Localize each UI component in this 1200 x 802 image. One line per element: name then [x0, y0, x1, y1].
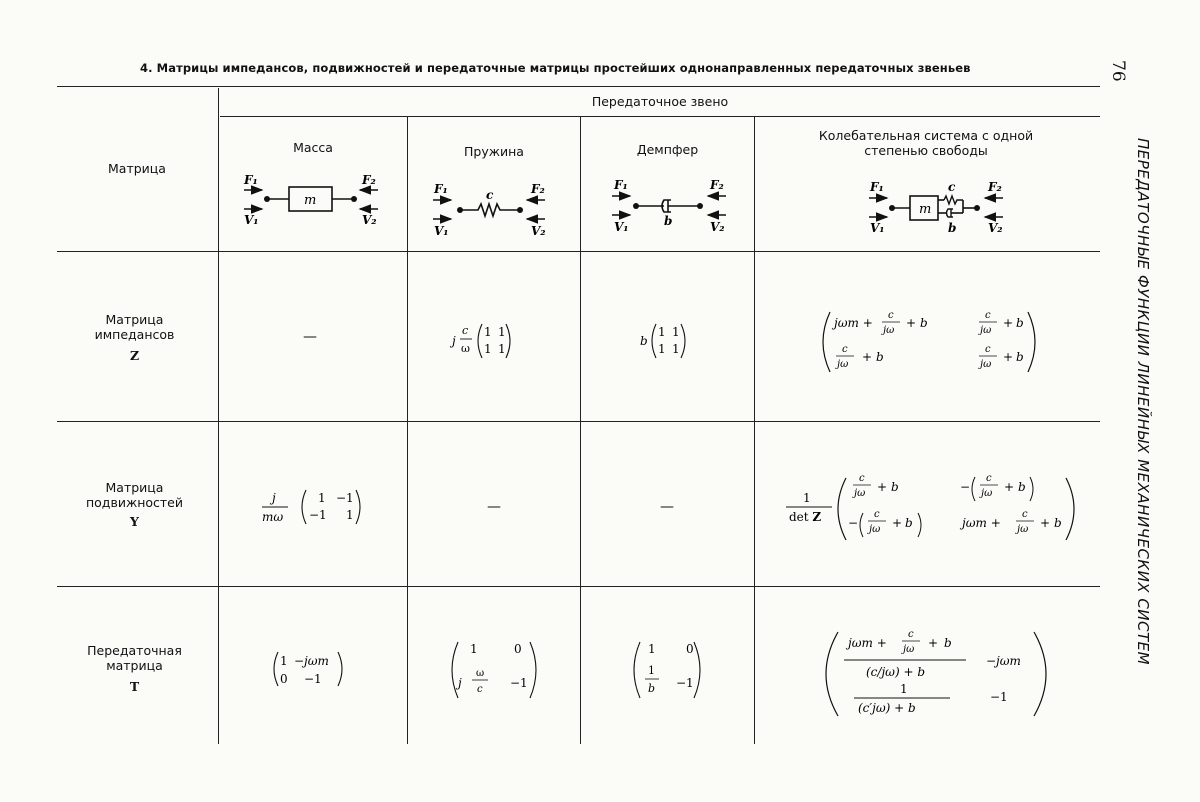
stub-column-rule [218, 88, 219, 744]
spring-c-label: c [486, 188, 494, 202]
svg-text:−1: −1 [336, 491, 354, 505]
svg-text:b: b [1018, 480, 1026, 494]
svg-text:1: 1 [498, 342, 506, 356]
column-rule-2 [580, 117, 581, 744]
svg-text:1: 1 [803, 491, 811, 505]
svg-text:jω: jω [854, 488, 866, 499]
row-label-transfer [62, 643, 207, 694]
svg-text:−1: −1 [990, 690, 1008, 704]
svg-text:(c′jω) + b: (c′jω) + b [858, 701, 916, 715]
svg-text:1: 1 [900, 682, 908, 696]
svg-text:c: c [985, 344, 991, 355]
mass-v2-label: V₂ [362, 213, 377, 227]
formula-mobility-mass [262, 490, 360, 524]
damper-v2-label: V₂ [710, 220, 725, 234]
table-caption: 4. Матрицы импедансов, подвижностей и передаточные матрицы простейших однонаправленных передаточных звеньев [140, 61, 971, 75]
svg-text:c: c [908, 629, 914, 640]
svg-text:jω: jω [980, 359, 992, 370]
svg-text:jω: jω [980, 325, 992, 336]
formula-transfer-spring [452, 642, 536, 698]
svg-text:b: b [944, 636, 952, 650]
row-label-transfer-text: Передаточная матрица [87, 643, 182, 673]
svg-text:b: b [891, 480, 899, 494]
osc-c-label: c [948, 180, 956, 194]
row-symbol-transfer: T [129, 679, 140, 694]
mass-v1-label: V₁ [244, 213, 259, 227]
row-label-impedance-text: Матрица импедансов [94, 312, 175, 342]
running-head: ПЕРЕДАТОЧНЫЕ ФУНКЦИИ ЛИНЕЙНЫХ МЕХАНИЧЕСКИХ СИСТЕМ [1134, 138, 1152, 666]
row-label-impedance [62, 312, 207, 363]
svg-text:jω: jω [869, 524, 881, 535]
svg-text:+: + [1003, 350, 1014, 364]
svg-text:+: + [862, 350, 873, 364]
mass-diagram [243, 173, 378, 227]
svg-text:b: b [1016, 316, 1024, 330]
svg-text:jω: jω [837, 359, 849, 370]
formula-transfer-mass [274, 652, 342, 686]
svg-text:−: − [848, 516, 859, 530]
svg-text:−1: −1 [510, 676, 528, 690]
svg-text:b: b [920, 316, 928, 330]
svg-text:1: 1 [672, 325, 680, 339]
column-header-damper: Демпфер [636, 142, 699, 157]
svg-text:1: 1 [346, 508, 354, 522]
svg-text:c: c [985, 310, 991, 321]
osc-f1-label: F₁ [870, 180, 884, 194]
svg-text:+: + [1004, 480, 1015, 494]
svg-text:1: 1 [672, 342, 680, 356]
svg-text:1: 1 [658, 342, 666, 356]
row-label-mobility-text: Матрица подвижностей [85, 480, 183, 510]
svg-text:1: 1 [280, 654, 288, 668]
svg-text:−: − [960, 480, 971, 494]
oscillator-diagram [869, 180, 1003, 235]
svg-text:c: c [477, 684, 483, 695]
column-header-mass: Масса [293, 140, 333, 155]
svg-text:c: c [874, 509, 880, 520]
svg-text:0: 0 [280, 672, 288, 686]
damper-b-label: b [664, 214, 673, 228]
svg-text:j: j [272, 491, 276, 505]
svg-text:det Z: det Z [789, 510, 822, 524]
damper-f1-label: F₁ [614, 178, 628, 192]
column-header-spring: Пружина [464, 144, 524, 159]
svg-text:0: 0 [514, 642, 522, 656]
spring-v2-label: V₂ [531, 224, 546, 238]
svg-text:c: c [462, 324, 469, 337]
svg-text:ω: ω [461, 342, 470, 355]
svg-text:+: + [1003, 316, 1014, 330]
svg-text:1: 1 [484, 342, 492, 356]
svg-text:1: 1 [484, 325, 492, 339]
cell-mobility-spring: — [487, 499, 501, 515]
svg-text:ω: ω [476, 668, 485, 679]
osc-m-label: m [919, 202, 932, 217]
page-number: 76 [1108, 60, 1128, 82]
column-rule-1 [407, 117, 408, 744]
svg-text:b: b [876, 350, 884, 364]
spring-diagram [433, 182, 546, 238]
svg-text:mω: mω [262, 510, 284, 524]
table-top-rule [57, 86, 1100, 87]
spring-f1-label: F₁ [434, 182, 448, 196]
row-label-mobility [62, 480, 207, 529]
cell-mobility-damper: — [660, 499, 674, 515]
svg-text:b: b [1054, 516, 1062, 530]
svg-text:1: 1 [498, 325, 506, 339]
svg-text:−1: −1 [676, 676, 694, 690]
formula-impedance-oscillator [823, 310, 1035, 372]
spring-f2-label: F₂ [531, 182, 545, 196]
svg-text:jω: jω [883, 325, 895, 336]
svg-text:b: b [1016, 350, 1024, 364]
mass-f1-label: F₁ [244, 173, 258, 187]
svg-text:0: 0 [686, 642, 694, 656]
svg-text:jωm +: jωm + [848, 636, 887, 650]
stub-header: Матрица [108, 161, 166, 176]
column-rule-3 [754, 117, 755, 744]
osc-b-label: b [948, 221, 957, 235]
group-header: Передаточное звено [591, 94, 729, 109]
svg-text:c: c [986, 473, 992, 484]
svg-text:jω: jω [1017, 524, 1029, 535]
svg-text:jωm +: jωm + [834, 316, 873, 330]
osc-f2-label: F₂ [988, 180, 1002, 194]
svg-text:1: 1 [648, 664, 655, 677]
formula-transfer-oscillator [826, 629, 1046, 716]
svg-text:1: 1 [470, 642, 478, 656]
svg-text:c: c [1022, 509, 1028, 520]
damper-v1-label: V₁ [614, 220, 629, 234]
spring-v1-label: V₁ [434, 224, 449, 238]
row-rule-1 [57, 421, 1100, 422]
svg-text:b: b [640, 334, 648, 348]
svg-text:−1: −1 [309, 508, 327, 522]
osc-v1-label: V₁ [870, 221, 885, 235]
mass-m-label: m [304, 193, 317, 208]
svg-text:j: j [458, 676, 462, 690]
osc-v2-label: V₂ [988, 221, 1003, 235]
svg-text:1: 1 [318, 491, 326, 505]
mass-f2-label: F₂ [362, 173, 376, 187]
svg-text:−1: −1 [304, 672, 322, 686]
svg-text:+: + [906, 316, 917, 330]
svg-text:c: c [859, 473, 865, 484]
svg-text:−jωm: −jωm [986, 654, 1021, 668]
svg-text:+: + [1040, 516, 1051, 530]
svg-text:jωm +: jωm + [962, 516, 1001, 530]
row-symbol-impedance: Z [129, 348, 140, 363]
formula-impedance-damper [640, 324, 685, 358]
svg-text:jω: jω [903, 644, 915, 655]
svg-text:(c/jω) + b: (c/jω) + b [866, 665, 925, 679]
svg-text:1: 1 [648, 642, 656, 656]
svg-text:c: c [842, 344, 848, 355]
svg-text:c: c [888, 310, 894, 321]
group-header-rule [220, 116, 1100, 117]
damper-diagram [612, 178, 726, 234]
formula-impedance-spring [449, 324, 510, 358]
cell-impedance-mass: — [303, 329, 317, 345]
column-header-oscillator: Колебательная система с одной степенью свободы [818, 128, 1034, 158]
svg-text:−jωm: −jωm [294, 654, 329, 668]
svg-text:+: + [877, 480, 888, 494]
svg-text:1: 1 [658, 325, 666, 339]
formula-mobility-oscillator [786, 473, 1074, 540]
svg-text:+: + [892, 516, 903, 530]
header-bottom-rule [57, 251, 1100, 252]
damper-f2-label: F₂ [710, 178, 724, 192]
svg-text:+: + [928, 636, 939, 650]
svg-text:b: b [648, 682, 656, 695]
row-symbol-mobility: Y [130, 514, 139, 529]
formula-transfer-damper [634, 642, 700, 698]
svg-text:j: j [452, 334, 456, 348]
row-rule-2 [57, 586, 1100, 587]
svg-text:b: b [905, 516, 913, 530]
svg-text:jω: jω [981, 488, 993, 499]
